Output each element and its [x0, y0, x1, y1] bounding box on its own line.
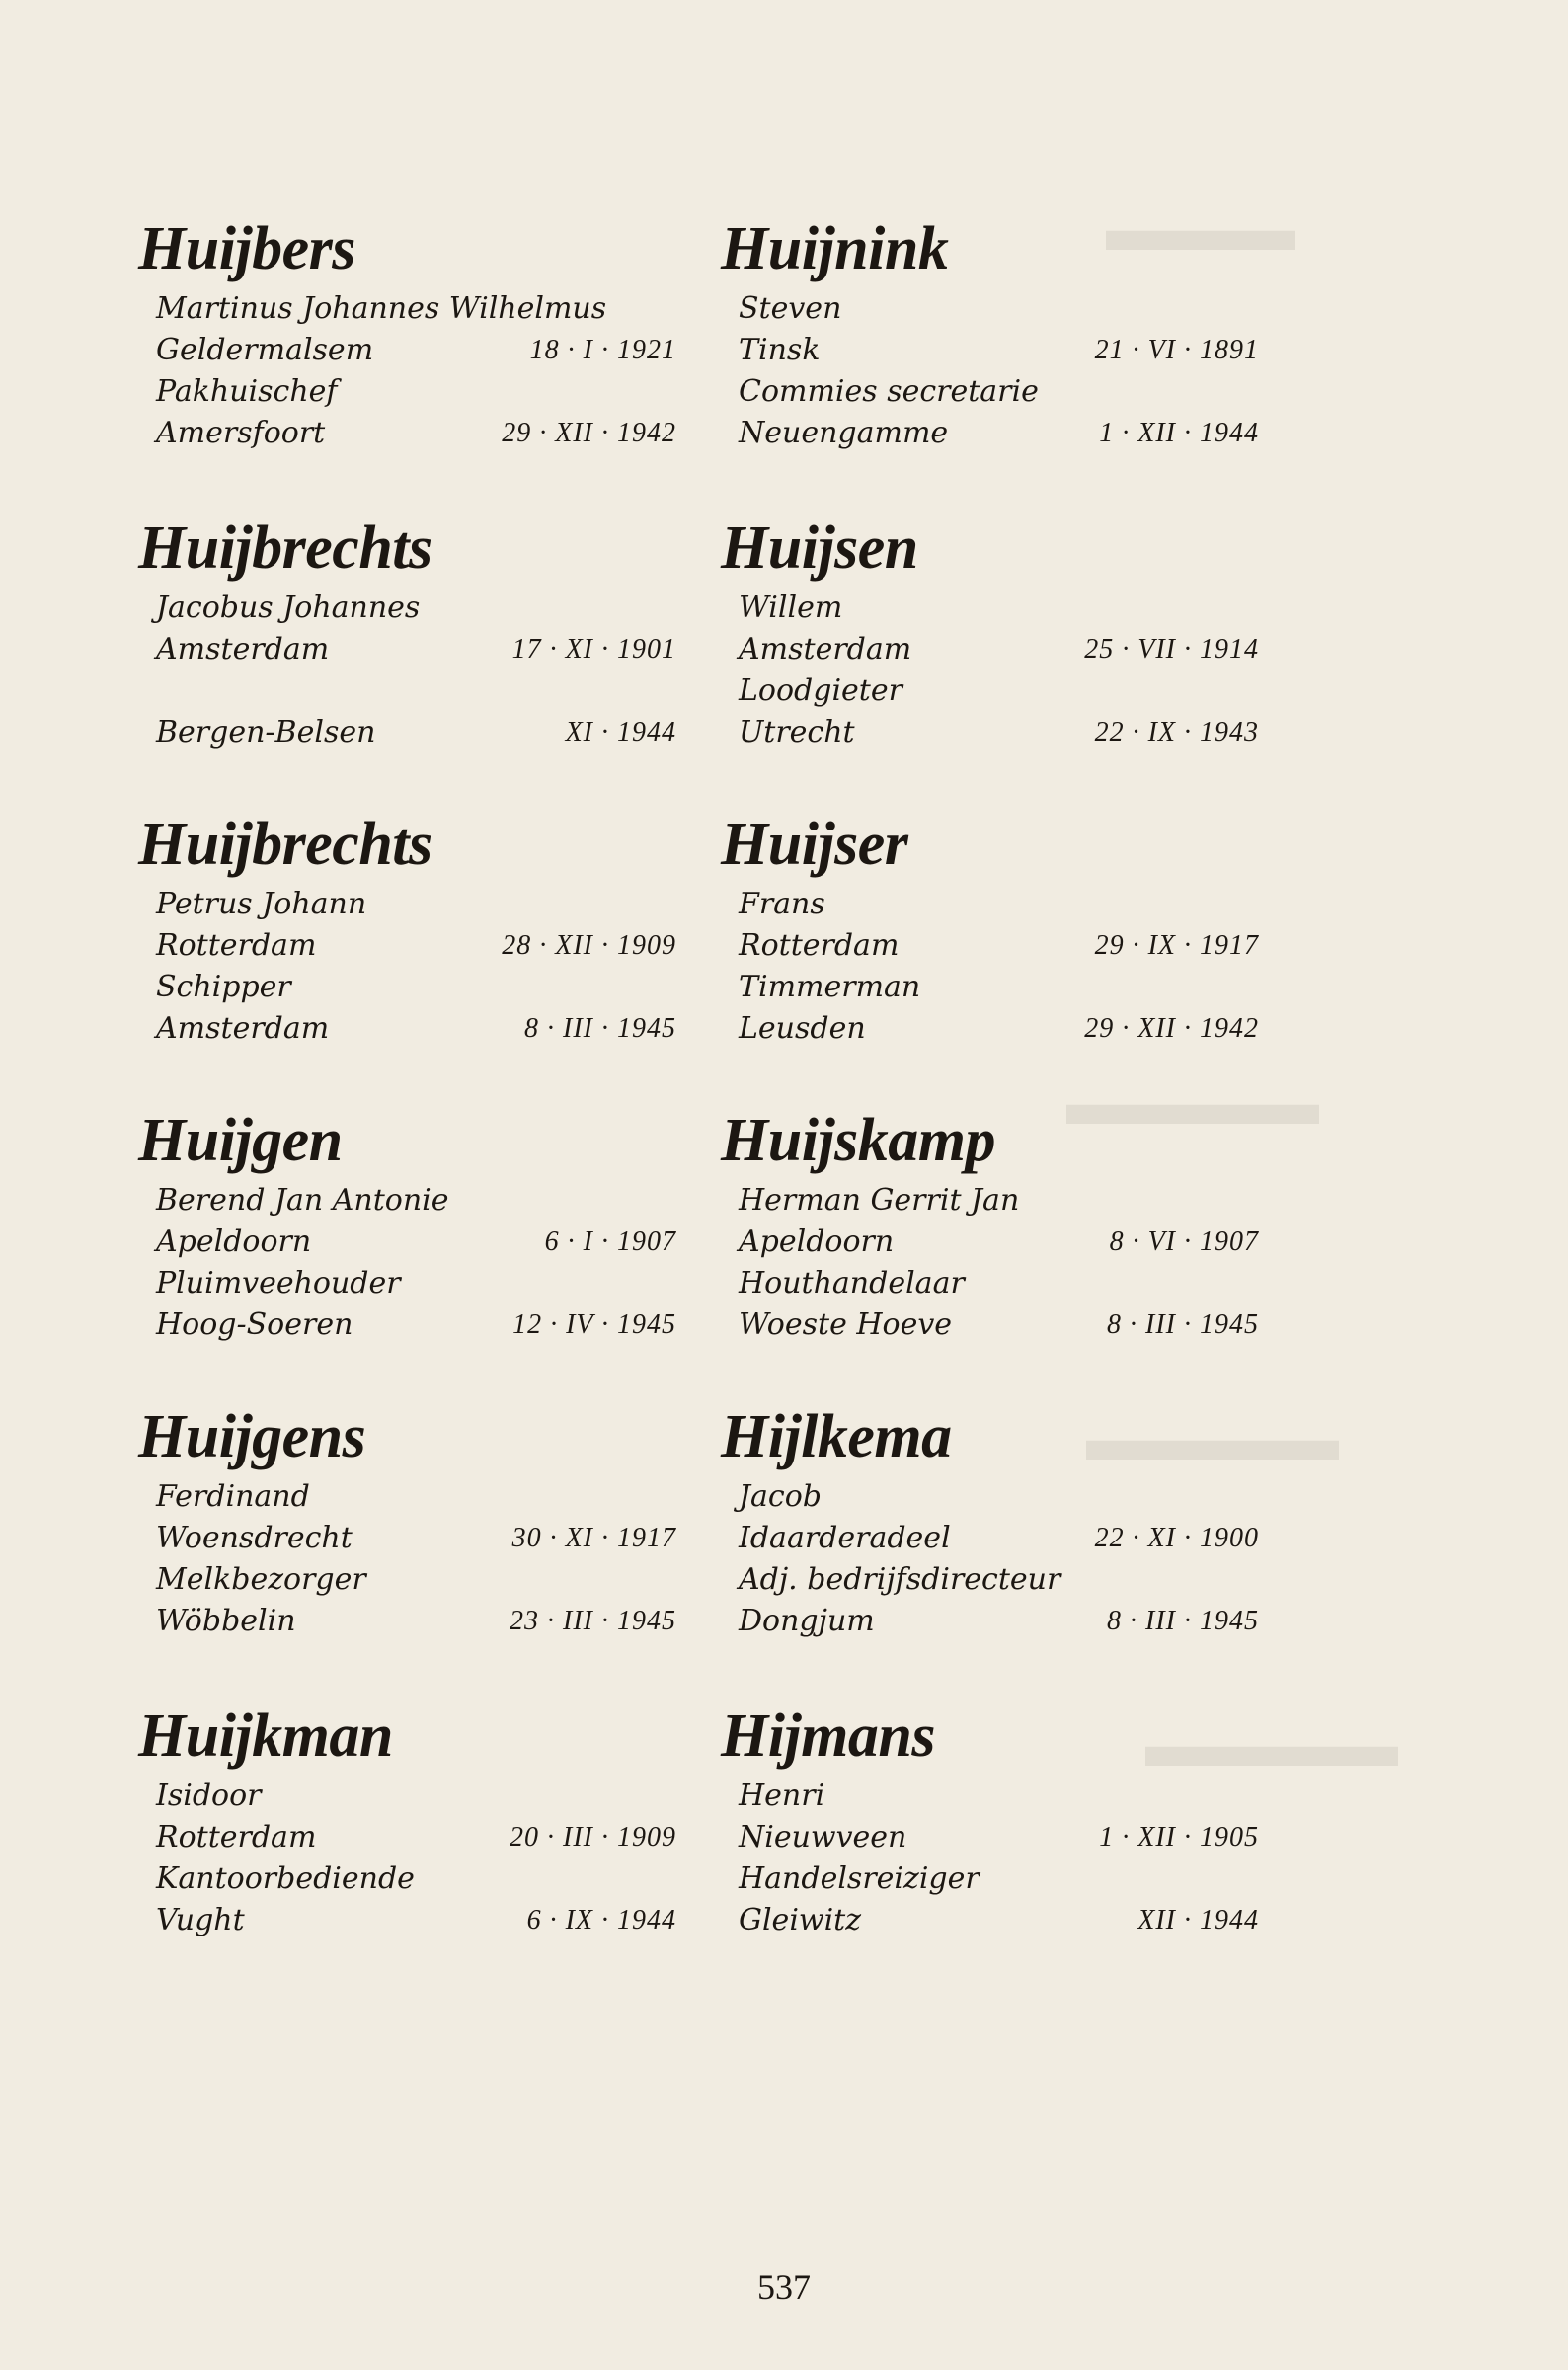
entry-line	[138, 413, 676, 454]
given-names: Berend Jan Antonie	[156, 1183, 449, 1218]
birth-date: 28 · XII · 1909	[502, 930, 676, 961]
occupation: Schipper	[156, 970, 291, 1004]
entry-line	[721, 1476, 1259, 1518]
surname-heading: Hijlkema	[721, 1403, 952, 1470]
place-of-death: Utrecht	[739, 715, 855, 750]
bleed-through-mark: ▬▬▬▬	[1145, 1709, 1398, 1779]
entry-line	[721, 1304, 1259, 1346]
given-names: Petrus Johann	[156, 887, 367, 921]
place-of-death: Leusden	[739, 1011, 866, 1046]
birth-date: 30 · XI · 1917	[511, 1523, 676, 1553]
entry-line	[138, 712, 676, 753]
death-date: 29 · XII · 1942	[1084, 1013, 1259, 1044]
bleed-through-mark: ▬▬▬	[1106, 194, 1295, 264]
birth-date: 17 · XI · 1901	[511, 634, 676, 665]
place-of-death: Neuengamme	[739, 416, 949, 450]
entry-line	[138, 1476, 676, 1518]
birth-date: 18 · I · 1921	[529, 335, 676, 365]
memorial-entry	[138, 509, 676, 753]
death-date: 22 · IX · 1943	[1094, 717, 1259, 748]
entry-line	[721, 1858, 1259, 1900]
birth-date: 6 · I · 1907	[544, 1226, 676, 1257]
birthplace: Rotterdam	[156, 1820, 317, 1855]
entry-line	[138, 1304, 676, 1346]
entry-line	[721, 413, 1259, 454]
surname-heading: Huijbrechts	[138, 811, 432, 878]
memorial-entry	[721, 1397, 1259, 1642]
occupation: Kantoorbediende	[156, 1861, 415, 1896]
memorial-entry	[138, 1697, 676, 1941]
entry-line	[721, 288, 1259, 330]
surname-heading: Huijbrechts	[138, 514, 432, 582]
entry-line	[721, 712, 1259, 753]
death-date: 1 · XII · 1944	[1099, 418, 1259, 448]
place-of-death: Gleiwitz	[739, 1903, 862, 1937]
birth-date: 1 · XII · 1905	[1099, 1822, 1259, 1853]
birth-date: 21 · VI · 1891	[1094, 335, 1259, 365]
bleed-through-mark: ▬▬▬▬	[1086, 1403, 1339, 1473]
surname-heading: Huijsen	[721, 514, 918, 582]
birthplace: Apeldoorn	[156, 1224, 312, 1259]
death-date: XI · 1944	[565, 717, 676, 748]
entry-line	[138, 371, 676, 413]
entry-line	[138, 1180, 676, 1222]
entry-line	[138, 1559, 676, 1601]
memorial-entry	[721, 1697, 1259, 1941]
given-names: Isidoor	[156, 1778, 262, 1813]
place-of-death: Bergen-Belsen	[156, 715, 376, 750]
entry-line	[138, 1817, 676, 1858]
place-of-death: Woeste Hoeve	[739, 1307, 953, 1342]
place-of-death: Wöbbelin	[156, 1604, 296, 1638]
death-date: 8 · III · 1945	[1107, 1606, 1259, 1636]
entry-line	[138, 1601, 676, 1642]
given-names: Ferdinand	[156, 1479, 310, 1514]
entry-line	[721, 1900, 1259, 1941]
birthplace: Amsterdam	[156, 632, 330, 667]
given-names: Martinus Johannes Wilhelmus	[156, 291, 607, 326]
memorial-entry	[721, 209, 1259, 454]
birthplace: Geldermalsem	[156, 333, 374, 367]
place-of-death: Amsterdam	[156, 1011, 330, 1046]
memorial-entry	[138, 1397, 676, 1642]
entry-line	[721, 1222, 1259, 1263]
occupation: Houthandelaar	[739, 1266, 965, 1301]
place-of-death: Hoog-Soeren	[156, 1307, 353, 1342]
entry-line	[138, 288, 676, 330]
death-date: 12 · IV · 1945	[512, 1309, 676, 1340]
birthplace: Amsterdam	[739, 632, 912, 667]
death-date: 23 · III · 1945	[510, 1606, 676, 1636]
surname-heading: Huijgens	[138, 1403, 366, 1470]
entry-line	[138, 1263, 676, 1304]
entry-line	[721, 1601, 1259, 1642]
birthplace: Tinsk	[739, 333, 821, 367]
entry-line	[721, 1008, 1259, 1050]
memorial-entry	[721, 509, 1259, 753]
entry-line	[721, 1518, 1259, 1559]
occupation: Pluimveehouder	[156, 1266, 401, 1301]
birthplace: Rotterdam	[739, 928, 900, 963]
birthplace: Apeldoorn	[739, 1224, 895, 1259]
memorial-entry	[721, 805, 1259, 1050]
occupation: Handelsreiziger	[739, 1861, 980, 1896]
given-names: Steven	[739, 291, 842, 326]
memorial-entry	[721, 1101, 1259, 1346]
entry-line	[721, 1263, 1259, 1304]
entry-line	[721, 967, 1259, 1008]
death-date: XII · 1944	[1137, 1905, 1259, 1936]
entry-line	[721, 925, 1259, 967]
death-date: 6 · IX · 1944	[526, 1905, 676, 1936]
memorial-entry	[138, 805, 676, 1050]
occupation: Pakhuischef	[156, 374, 338, 409]
birth-date: 20 · III · 1909	[510, 1822, 676, 1853]
given-names: Henri	[739, 1778, 825, 1813]
entry-line	[721, 1817, 1259, 1858]
entry-line	[138, 1518, 676, 1559]
surname-heading: Huijser	[721, 811, 908, 878]
entry-line	[721, 1776, 1259, 1817]
entry-line	[138, 588, 676, 629]
surname-heading: Huijkman	[138, 1702, 393, 1770]
entry-line	[721, 371, 1259, 413]
entry-line	[138, 330, 676, 371]
entry-line	[721, 629, 1259, 671]
surname-heading: Hijmans	[721, 1702, 936, 1770]
occupation: Melkbezorger	[156, 1562, 366, 1597]
entry-line	[138, 1900, 676, 1941]
entry-line	[721, 588, 1259, 629]
birthplace: Nieuwveen	[739, 1820, 907, 1855]
entry-line	[721, 1180, 1259, 1222]
entry-line	[138, 671, 676, 712]
entry-line	[138, 1008, 676, 1050]
given-names: Jacob	[739, 1479, 822, 1514]
occupation: Loodgieter	[739, 673, 902, 708]
entry-line	[138, 1222, 676, 1263]
entry-line	[138, 629, 676, 671]
place-of-death: Dongjum	[739, 1604, 875, 1638]
entry-line	[721, 884, 1259, 925]
entry-line	[138, 884, 676, 925]
page-number: 537	[757, 2267, 811, 2307]
birth-date: 8 · VI · 1907	[1109, 1226, 1259, 1257]
entry-line	[721, 330, 1259, 371]
surname-heading: Huijbers	[138, 215, 355, 282]
occupation: Timmerman	[739, 970, 921, 1004]
occupation: Adj. bedrijfsdirecteur	[739, 1562, 1061, 1597]
birthplace: Idaarderadeel	[739, 1521, 951, 1555]
memorial-entry	[138, 209, 676, 454]
birthplace: Woensdrecht	[156, 1521, 353, 1555]
entry-line	[721, 671, 1259, 712]
surname-heading: Huijgen	[138, 1107, 343, 1174]
given-names: Jacobus Johannes	[156, 591, 421, 625]
birth-date: 25 · VII · 1914	[1084, 634, 1259, 665]
memorial-entry	[138, 1101, 676, 1346]
bleed-through-mark: ▬▬▬▬	[1066, 1067, 1319, 1138]
surname-heading: Huijskamp	[721, 1107, 996, 1174]
death-date: 8 · III · 1945	[524, 1013, 676, 1044]
birthplace: Rotterdam	[156, 928, 317, 963]
birth-date: 29 · IX · 1917	[1094, 930, 1259, 961]
entry-line	[721, 1559, 1259, 1601]
entry-line	[138, 1776, 676, 1817]
given-names: Willem	[739, 591, 843, 625]
surname-heading: Huijnink	[721, 215, 949, 282]
place-of-death: Amersfoort	[156, 416, 326, 450]
given-names: Frans	[739, 887, 825, 921]
death-date: 8 · III · 1945	[1107, 1309, 1259, 1340]
place-of-death: Vught	[156, 1903, 245, 1937]
birth-date: 22 · XI · 1900	[1094, 1523, 1259, 1553]
death-date: 29 · XII · 1942	[502, 418, 676, 448]
occupation: Commies secretarie	[739, 374, 1039, 409]
given-names: Herman Gerrit Jan	[739, 1183, 1020, 1218]
entry-line	[138, 967, 676, 1008]
entry-line	[138, 1858, 676, 1900]
entry-line	[138, 925, 676, 967]
